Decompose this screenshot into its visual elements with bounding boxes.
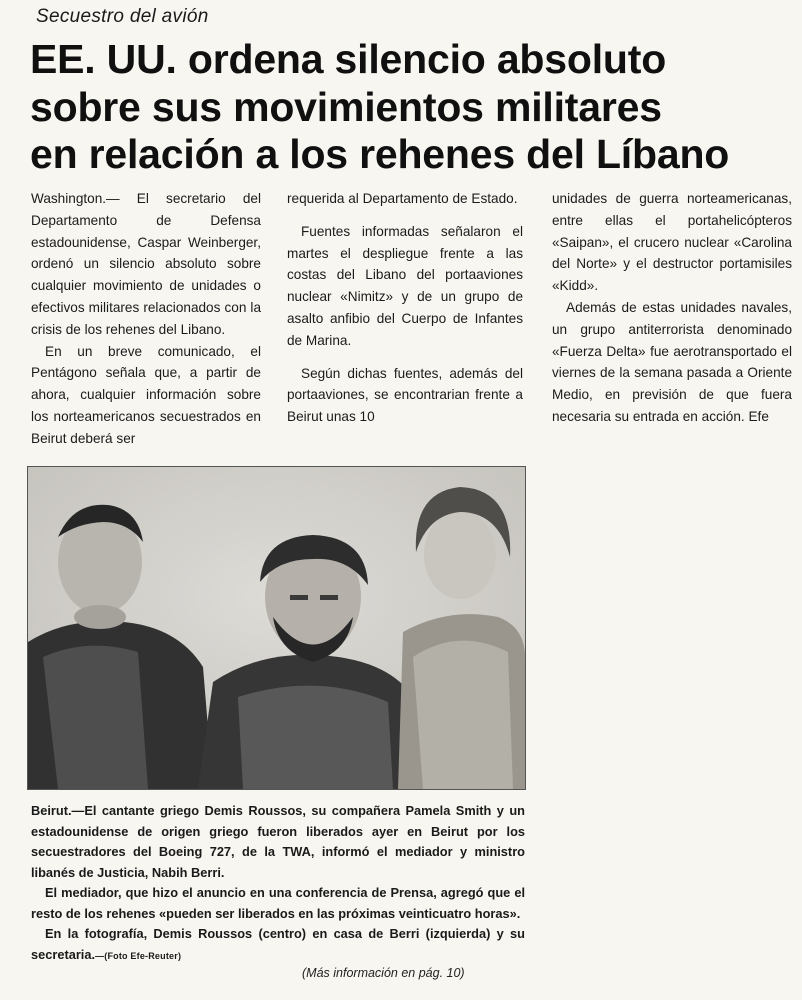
caption-text: En la fotografía, Demis Roussos (centro) en casa de Berri (izquierda) y su secretaria. xyxy=(31,926,525,962)
caption-paragraph: Beirut.—El cantante griego Demis Roussos, su compañera Pamela Smith y un estadounidense de origen griego fueron liberados ayer en Beirut por los secuestradores del Boeing 727, de la TWA, informó el mediador y ministro libanés de Justicia, Nabih Berri. xyxy=(31,803,525,880)
article-column-3 xyxy=(552,188,792,428)
more-info-note: (Más información en pág. 10) xyxy=(302,966,465,980)
body-paragraph: Según dichas fuentes, además del portaaviones, se encontrarian frente a Beirut unas 10 xyxy=(287,365,523,425)
caption-paragraph xyxy=(31,924,525,966)
article-column-1 xyxy=(31,188,261,450)
body-paragraph: requerida al Departamento de Estado. xyxy=(287,191,518,206)
headline xyxy=(30,36,800,179)
body-paragraph: Además de estas unidades navales, un grupo antiterrorista denominado «Fuerza Delta» fue aerotransportado el viernes de la semana pasada a Oriente Medio, en previsión de que fuera necesaria su entrada en acción. Efe xyxy=(552,299,792,424)
headline-line: EE. UU. ordena silencio absoluto xyxy=(30,36,667,82)
caption-paragraph: El mediador, que hizo el anuncio en una conferencia de Prensa, agregó que el resto de los rehenes «pueden ser liberados en las próximas veinticuatro horas». xyxy=(31,885,525,921)
photo-illustration xyxy=(28,467,525,789)
section-kicker: Secuestro del avión xyxy=(36,6,209,27)
headline-line: sobre sus movimientos militares xyxy=(30,83,662,130)
body-paragraph: Washington.— El secretario del Departamento de Defensa estadounidense, Caspar Weinberger, ordenó un silencio absoluto sobre cualquier movimiento de unidades o efectivos militares relacionados con la crisis de los rehenes del Libano. xyxy=(31,191,261,337)
news-photo xyxy=(27,466,526,790)
photo-caption xyxy=(31,801,525,966)
headline-line: en relación a los rehenes del Líbano xyxy=(30,131,730,177)
body-paragraph: En un breve comunicado, el Pentágono señala que, a partir de ahora, cualquier información sobre los norteamericanos secuestrados en Beirut deberá ser xyxy=(31,343,261,446)
body-paragraph: Fuentes informadas señalaron el martes el despliegue frente a las costas del Libano del portaaviones nuclear «Nimitz» y de un grupo de asalto anfibio del Cuerpo de Infantes de Marina. xyxy=(287,223,523,348)
body-paragraph: unidades de guerra norteamericanas, entre ellas el portahelicópteros «Saipan», el crucero nuclear «Carolina del Norte» y el destructor portamisiles «Kidd». xyxy=(552,191,792,294)
photo-credit: —(Foto Efe-Reuter) xyxy=(95,950,182,961)
article-column-2 xyxy=(287,188,523,428)
